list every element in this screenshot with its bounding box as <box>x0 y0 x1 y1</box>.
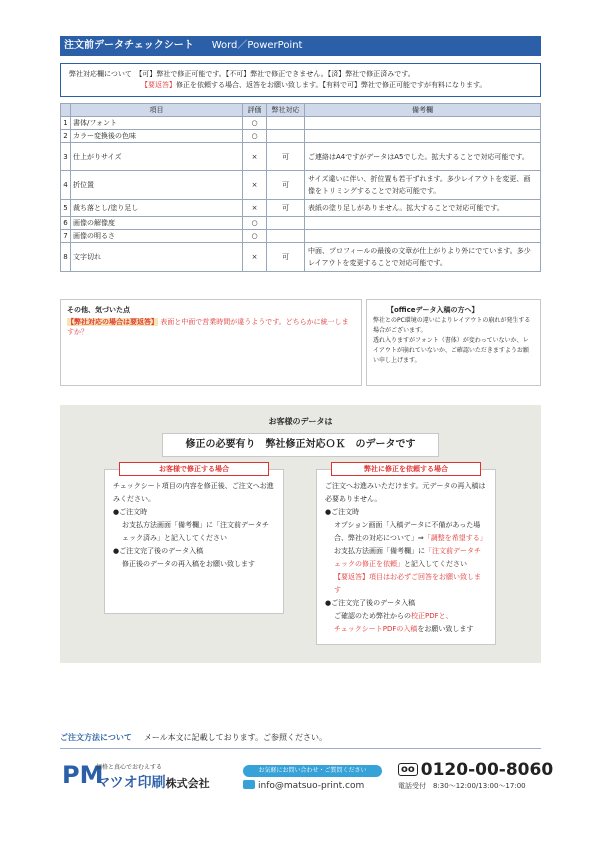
free-dial-icon: oo <box>398 763 418 776</box>
row-item: 文字切れ <box>71 243 243 272</box>
row-response <box>267 130 305 143</box>
row-note: 表紙の塗り足しがありません。拡大することで対応可能です。 <box>305 200 541 217</box>
company-name-main: マツオ印刷 <box>96 775 166 791</box>
self-fix-intro: チェックシート項目の内容を修正後、ご注文へお進みください。 <box>113 482 274 503</box>
row-number: 6 <box>61 217 71 230</box>
company-logo-mark: PM <box>62 761 104 789</box>
request-fix-upload-red: 校正PDFと、 <box>411 612 453 620</box>
office-note-text: 弊社とのPC環境の違いによりレイアウトの崩れが発生する場合がございます。 透れ入りますがフォント（書体）が変わっていないか、レイアウトが崩れていないか、ご確認いただきますようお願い申し上げます。 <box>373 317 531 364</box>
header-num <box>61 104 71 117</box>
legend-line-1: 弊社対応欄について 【可】弊社で修正可能です。【不可】弊社で修正できません。【済】弊社で修正済みです。 <box>69 70 415 78</box>
row-note: ご連絡はA4ですがデータはA5でした。拡大することで対応可能です。 <box>305 143 541 171</box>
other-notes-body: 表面と中面で営業時間が違うようです。どちらかに統一しますか？ <box>67 318 349 336</box>
row-item: 仕上がりサイズ <box>71 143 243 171</box>
customer-data-banner: 修正の必要有り 弊社修正対応ＯＫ のデータです <box>162 433 439 457</box>
row-item: 画像の解像度 <box>71 217 243 230</box>
request-fix-intro: ご注文へお進みいただけます。元データの再入稿は必要ありません。 <box>325 482 486 503</box>
row-number: 5 <box>61 200 71 217</box>
other-notes-text <box>67 317 355 337</box>
table-row <box>61 217 541 230</box>
row-number: 4 <box>61 171 71 200</box>
request-fix-option-a: オプション画面「入稿データに不備があった場合、弊社の対応について」⇒ <box>334 521 481 542</box>
row-evaluation: ○ <box>243 230 267 243</box>
table-header-row <box>61 104 541 117</box>
row-evaluation: × <box>243 200 267 217</box>
office-note-box <box>366 299 541 386</box>
table-row <box>61 130 541 143</box>
sheet-title: 注文前データチェックシート <box>64 40 194 51</box>
self-fix-bullet-2-text: 修正後のデータの再入稿をお願い致します <box>122 560 255 568</box>
company-tagline: 価格と真心でおむえする <box>96 764 163 771</box>
request-fix-required: 【要返答】項目はお必ずご回答をお願い致します <box>334 573 481 594</box>
sheet-subtitle: Word／PowerPoint <box>211 40 303 51</box>
row-response: 可 <box>267 171 305 200</box>
row-item: 折位置 <box>71 171 243 200</box>
contact-label: お気軽にお問い合わせ・ご質問ください <box>243 765 382 777</box>
row-item: 書体/フォント <box>71 117 243 130</box>
request-fix-upload-a <box>325 610 487 623</box>
email-address: info@matsuo-print.com <box>258 781 365 791</box>
row-number: 8 <box>61 243 71 272</box>
table-row <box>61 171 541 200</box>
request-fix-note-a: お支払方法画面「備考欄」に <box>334 547 425 555</box>
row-note <box>305 217 541 230</box>
customer-data-title: お客様のデータは <box>268 417 333 426</box>
table-row <box>61 243 541 272</box>
request-fix-box <box>316 465 496 645</box>
mail-icon <box>243 780 255 789</box>
request-fix-upload-b <box>325 623 487 636</box>
row-evaluation: ○ <box>243 217 267 230</box>
row-response <box>267 230 305 243</box>
phone-number[interactable] <box>398 760 553 780</box>
request-fix-option-text <box>325 519 487 545</box>
self-fix-heading: お客様で修正する場合 <box>119 462 269 476</box>
header-item: 項目 <box>71 104 243 117</box>
row-item: 裁ち落とし/塗り足し <box>71 200 243 217</box>
row-evaluation: × <box>243 171 267 200</box>
company-name <box>96 772 210 792</box>
row-note <box>305 117 541 130</box>
row-number: 2 <box>61 130 71 143</box>
row-evaluation: × <box>243 143 267 171</box>
order-method-row <box>60 731 541 749</box>
request-fix-note-end: と記入してください <box>404 560 467 568</box>
row-response: 可 <box>267 200 305 217</box>
request-fix-option-red: 「調整を希望する」 <box>423 534 487 542</box>
row-response <box>267 217 305 230</box>
row-note: サイズ違いに伴い、折位置も若干ずれます。多少レイアウトを変更、画像をトリミングすることで対応可能です。 <box>305 171 541 200</box>
request-fix-upload-text: ご確認のため弊社からの <box>334 612 411 620</box>
self-fix-box <box>104 465 284 614</box>
row-evaluation: × <box>243 243 267 272</box>
self-fix-bullet-1-text: お支払方法画面「備考欄」に「注文前データチェック済み」と記入してください <box>122 521 269 542</box>
row-evaluation: ○ <box>243 117 267 130</box>
self-fix-bullet-2: ●ご注文完了後のデータ入稿 <box>113 547 204 555</box>
header-notes: 備考欄 <box>305 104 541 117</box>
table-row <box>61 230 541 243</box>
request-fix-note-text <box>325 545 487 571</box>
email-link[interactable] <box>243 780 364 791</box>
request-fix-heading: 弊社に修正を依頼する場合 <box>331 462 481 476</box>
table-row <box>61 117 541 130</box>
row-note: 中面、プロフィールの最後の文章が仕上がりより外にでています。多少レイアウトを変更することで対応可能です。 <box>305 243 541 272</box>
phone-number-text: 0120-00-8060 <box>420 760 554 780</box>
header-response: 弊社対応 <box>267 104 305 117</box>
legend-line-2-text: 修正を依頼する場合、返答をお願い致します。【有料で可】弊社で修正可能ですが有料になります。 <box>176 81 487 89</box>
legend-box <box>60 63 541 97</box>
other-notes-box <box>60 299 362 386</box>
row-number: 3 <box>61 143 71 171</box>
row-number: 1 <box>61 117 71 130</box>
row-item: カラー変換後の色味 <box>71 130 243 143</box>
table-row <box>61 143 541 171</box>
checklist-table <box>60 103 541 272</box>
office-note-title: 【officeデータ入稿の方へ】 <box>387 306 479 314</box>
table-row <box>61 200 541 217</box>
company-name-suffix: 株式会社 <box>165 777 210 790</box>
row-response: 可 <box>267 143 305 171</box>
request-fix-note-red: 「注文前データチェックの修正を依頼」 <box>334 547 481 568</box>
request-fix-upload-end: をお願い致します <box>417 625 474 633</box>
row-evaluation: ○ <box>243 130 267 143</box>
order-method-label: ご注文方法について <box>60 733 132 742</box>
other-notes-title: その他、気づいた点 <box>67 306 130 314</box>
row-response: 可 <box>267 243 305 272</box>
legend-required-label: 【要返答】 <box>141 81 176 89</box>
row-note <box>305 230 541 243</box>
legend-line-2 <box>69 80 532 91</box>
row-number: 7 <box>61 230 71 243</box>
row-response <box>267 117 305 130</box>
sheet-header <box>60 36 541 56</box>
order-method-text: メール本文に記載しております。ご参照ください。 <box>143 733 328 742</box>
row-note <box>305 130 541 143</box>
phone-hours: 電話受付 8:30～12:00/13:00～17:00 <box>398 782 526 790</box>
self-fix-bullet-1: ●ご注文時 <box>113 508 148 516</box>
other-notes-highlight: 【弊社対応の場合は要返答】 <box>67 318 158 326</box>
request-fix-bullet-1: ●ご注文時 <box>325 508 360 516</box>
request-fix-bullet-2: ●ご注文完了後のデータ入稿 <box>325 599 416 607</box>
request-fix-upload-red-2: チェックシートPDFの入稿 <box>334 625 418 633</box>
header-eval: 評価 <box>243 104 267 117</box>
row-item: 画像の明るさ <box>71 230 243 243</box>
